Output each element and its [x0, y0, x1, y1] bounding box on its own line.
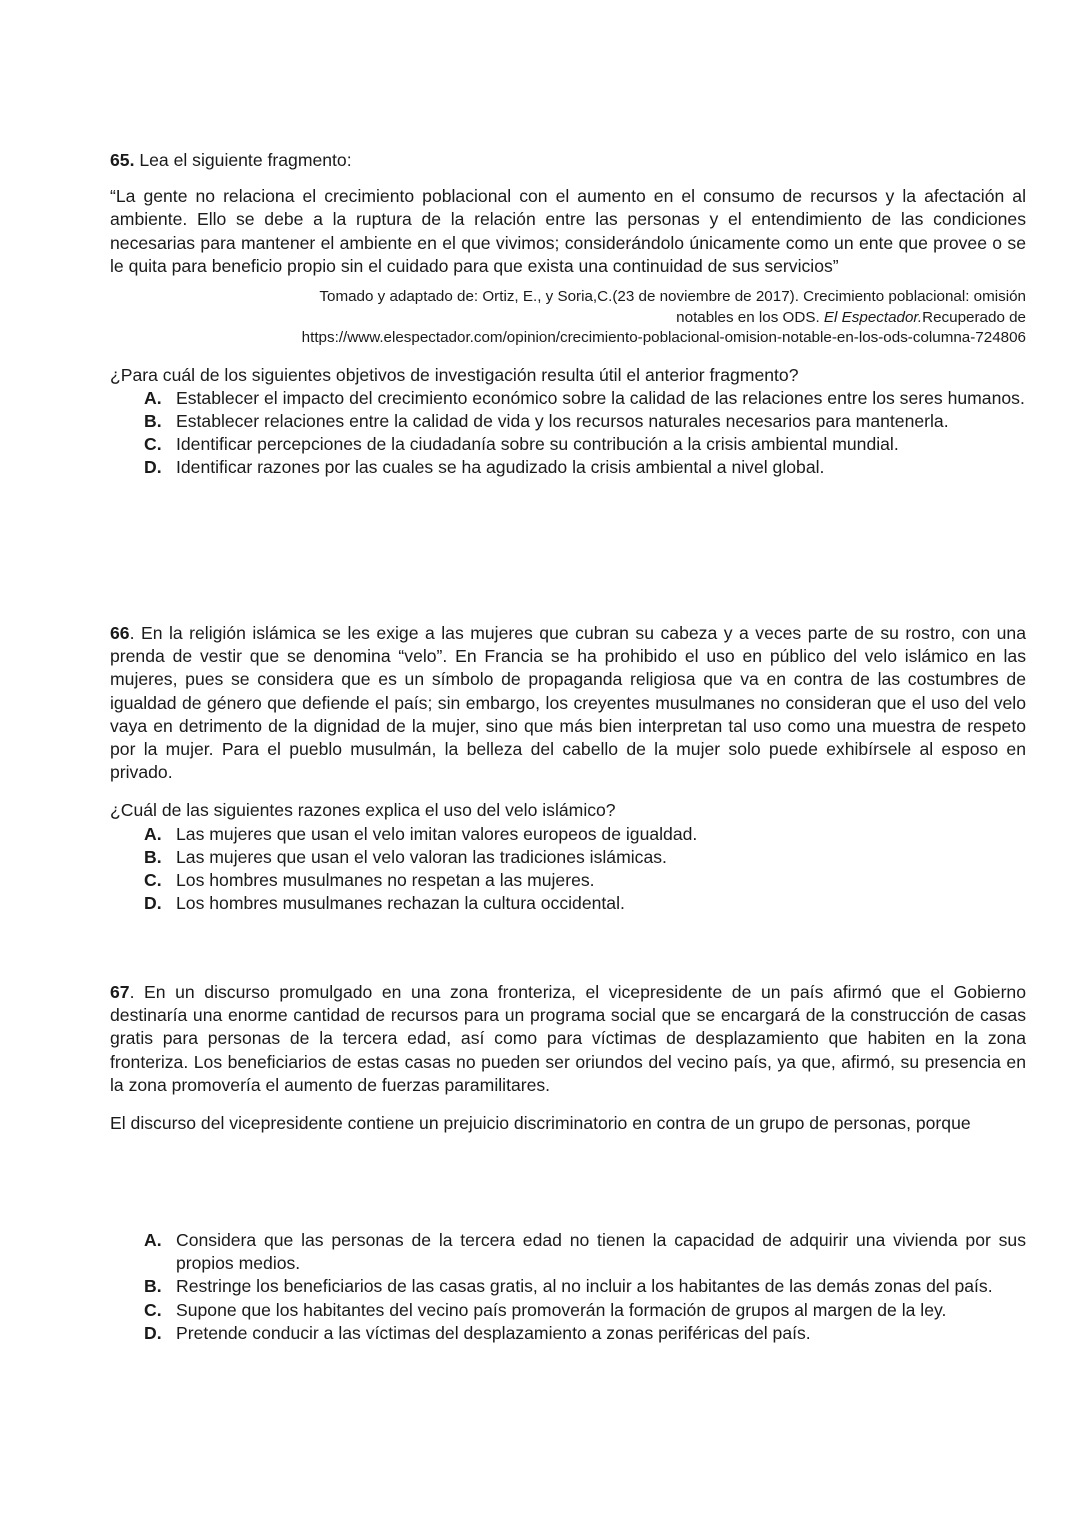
option-letter: B. — [144, 1276, 162, 1297]
option-letter: A. — [144, 823, 162, 844]
option-text: Identificar razones por las cuales se ha agudizado la crisis ambiental a nivel global. — [176, 457, 825, 478]
q65-intro — [110, 149, 1026, 172]
q67-options — [110, 1229, 1026, 1345]
option-letter: C. — [144, 434, 162, 455]
q67-body — [110, 981, 1026, 1097]
q66-body — [110, 622, 1026, 784]
q65-source-url: https://www.elespectador.com/opinion/crecimiento-poblacional-omision-notable-en-los-ods-columna-724806 — [301, 329, 1026, 347]
q65-option-d[interactable] — [110, 456, 1026, 479]
q65-source-line1: Tomado y adaptado de: Ortiz, E., y Soria,C.(23 de noviembre de 2017). Crecimiento poblacional: omisión — [319, 288, 1026, 306]
option-letter: D. — [144, 1322, 162, 1343]
option-letter: D. — [144, 893, 162, 914]
q66-option-a[interactable] — [110, 823, 1026, 846]
option-text: Pretende conducir a las víctimas del desplazamiento a zonas periféricas del país. — [176, 1322, 811, 1343]
option-text: Las mujeres que usan el velo imitan valores europeos de igualdad. — [176, 823, 698, 844]
q67-stem: El discurso del vicepresidente contiene un prejuicio discriminatorio en contra de un grupo de personas, porque — [110, 1113, 971, 1134]
option-letter: C. — [144, 870, 162, 891]
question-65 — [110, 149, 1026, 480]
q65-source-line2-pre: notables en los ODS. — [676, 308, 824, 326]
q66-options — [110, 823, 1026, 916]
q66-stem: ¿Cuál de las siguientes razones explica el uso del velo islámico? — [110, 800, 616, 821]
question-67-options — [110, 1229, 1026, 1345]
q65-source-journal: El Espectador. — [823, 308, 923, 326]
q66-number: 66 — [110, 623, 130, 643]
q66-option-d[interactable] — [110, 892, 1026, 915]
option-text: Identificar percepciones de la ciudadanía sobre su contribución a la crisis ambiental mundial. — [176, 434, 899, 455]
option-text: Considera que las personas de la tercera edad no tienen la capacidad de adquirir una vivienda por sus propios medios. — [176, 1230, 1026, 1274]
q65-intro-text: Lea el siguiente fragmento: — [139, 150, 352, 170]
q65-number: 65. — [110, 150, 135, 170]
option-text: Las mujeres que usan el velo valoran las tradiciones islámicas. — [176, 846, 667, 867]
option-text: Restringe los beneficiarios de las casas gratis, al no incluir a los habitantes de las demás zonas del país. — [176, 1276, 993, 1297]
q66-body-text: . En la religión islámica se les exige a las mujeres que cubran su cabeza y a veces parte de su rostro, con una prenda de vestir que se denomina “velo”. En Francia se ha prohibido el uso en público del velo islámico en las mujeres, pues se considera que es un símbolo de propaganda religiosa que va en contra de las costumbres de igualdad de género que defiende el país; sin embargo, los creyentes musulmanes no consideran que el uso del velo vaya en detrimento de la dignidad de la mujer, sino que más bien interpretan tal uso como una muestra de respeto por la mujer. Para el pueblo musulmán, la belleza del cabello de la mujer solo puede exhibírsele al esposo en privado. — [110, 623, 1026, 783]
option-text: Establecer relaciones entre la calidad de vida y los recursos naturales necesarios para mantenerla. — [176, 410, 949, 431]
q67-body-text: . En un discurso promulgado en una zona fronteriza, el vicepresidente de un país afirmó que el Gobierno destinaría una enorme cantidad de recursos para un programa social que se encargará de la construcción de casas gratis para personas de la tercera edad, así como para víctimas de desplazamiento que habiten en la zona fronteriza. Los beneficiarios de estas casas no pueden ser oriundos del vecino país, ya que, afirmó, su presencia en la zona promovería el aumento de fuerzas paramilitares. — [110, 982, 1026, 1095]
q66-option-c[interactable] — [110, 869, 1026, 892]
question-67 — [110, 981, 1026, 1135]
option-text: Supone que los habitantes del vecino país promoverán la formación de grupos al margen de la ley. — [176, 1299, 947, 1320]
q65-source-line2 — [110, 308, 1026, 329]
q67-option-b[interactable] — [110, 1275, 1026, 1298]
option-letter: D. — [144, 457, 162, 478]
q66-option-b[interactable] — [110, 846, 1026, 869]
q65-option-b[interactable] — [110, 410, 1026, 433]
option-text: Los hombres musulmanes rechazan la cultura occidental. — [176, 893, 625, 914]
option-letter: C. — [144, 1299, 162, 1320]
option-text: Establecer el impacto del crecimiento económico sobre la calidad de las relaciones entre los seres humanos. — [176, 387, 1025, 408]
q67-option-c[interactable] — [110, 1299, 1026, 1322]
option-letter: B. — [144, 846, 162, 867]
q67-option-d[interactable] — [110, 1322, 1026, 1345]
q65-options — [110, 387, 1026, 480]
option-letter: B. — [144, 410, 162, 431]
option-text: Los hombres musulmanes no respetan a las mujeres. — [176, 870, 595, 891]
q65-source-line2-post: Recuperado de — [922, 308, 1026, 326]
option-letter: A. — [144, 387, 162, 408]
q65-option-c[interactable] — [110, 433, 1026, 456]
q65-option-a[interactable] — [110, 387, 1026, 410]
q67-number: 67 — [110, 982, 130, 1002]
q65-stem: ¿Para cuál de los siguientes objetivos de investigación resulta útil el anterior fragmento? — [110, 364, 799, 385]
q65-source — [110, 287, 1026, 349]
q65-quote: “La gente no relaciona el crecimiento poblacional con el aumento en el consumo de recursos y la afectación al ambiente. Ello se debe a la ruptura de la relación entre las personas y el entendimiento de las condiciones necesarias para mantener el ambiente en el que vivimos; considerándolo únicamente como un ente que provee o se le quita para beneficio propio sin el cuidado para que exista una continuidad de sus servicios” — [110, 186, 1026, 276]
question-66 — [110, 622, 1026, 915]
option-letter: A. — [144, 1230, 162, 1250]
q67-option-a[interactable] — [110, 1229, 1026, 1275]
